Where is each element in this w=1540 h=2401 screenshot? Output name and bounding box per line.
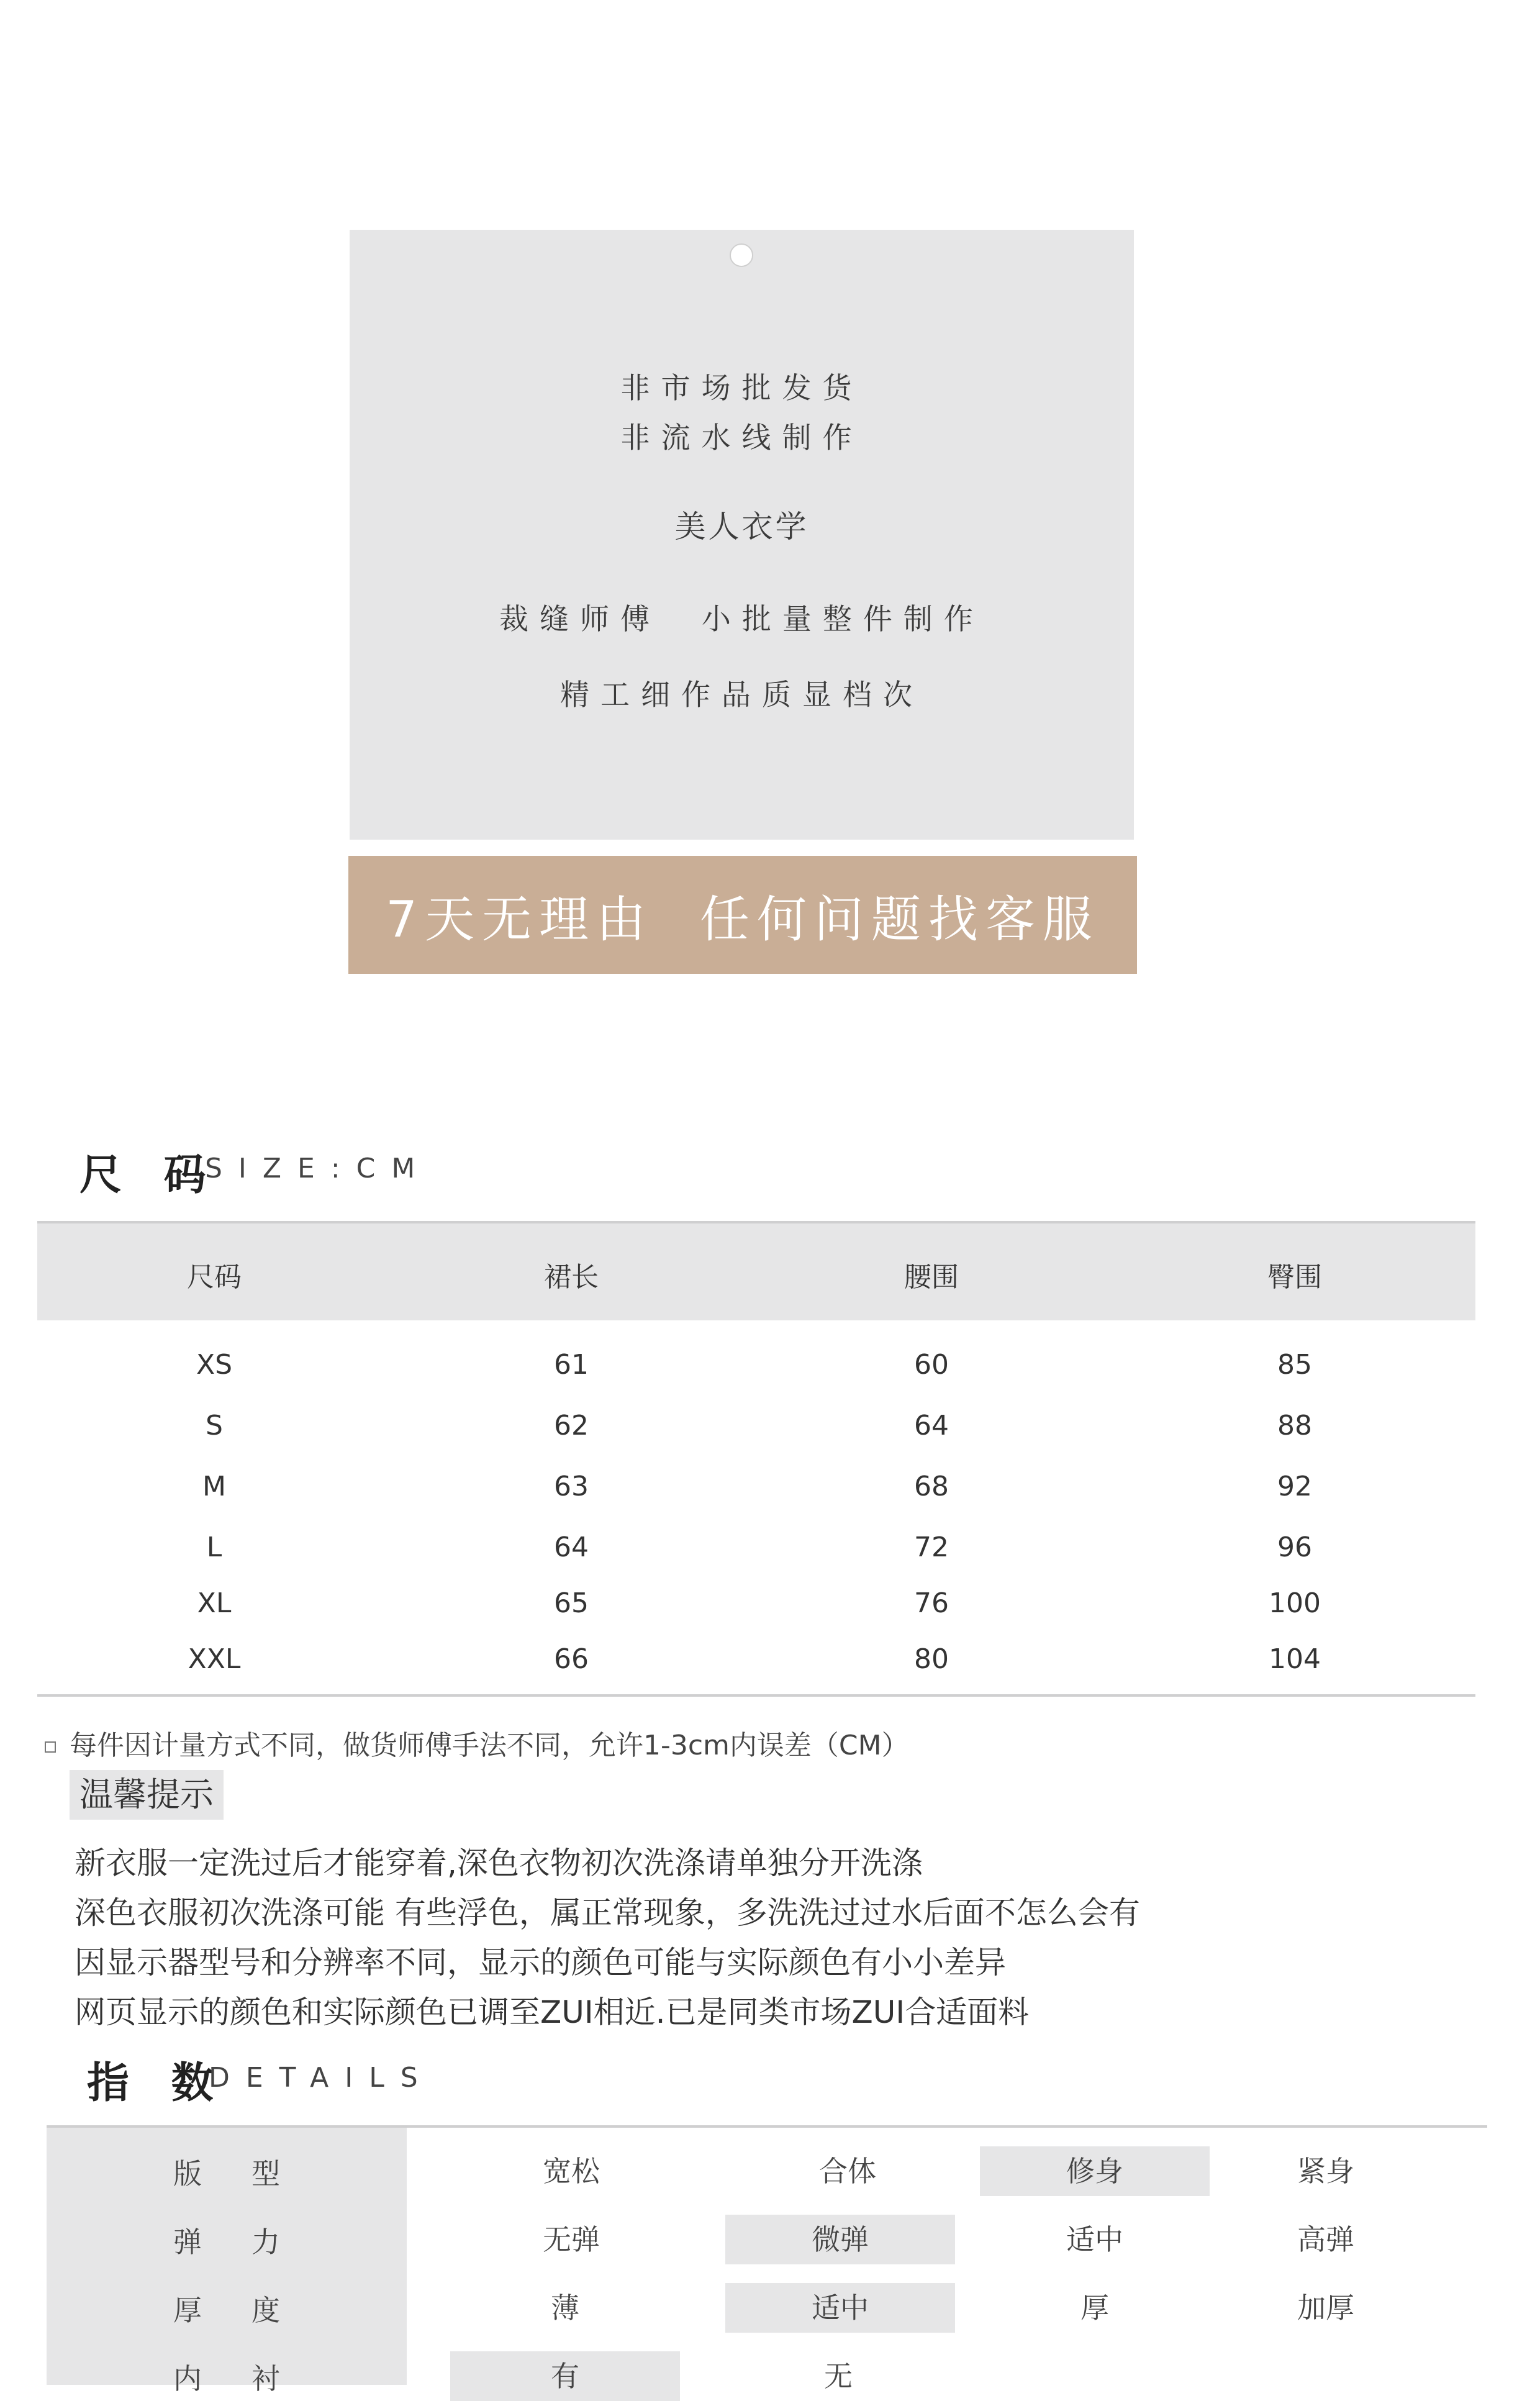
tip-line-4: 网页显示的颜色和实际颜色已调至ZUI相近.已是同类市场ZUI合适面料 (75, 1994, 1030, 2030)
service-banner: 7天无理由 任何问题找客服 (348, 856, 1137, 974)
size-cell: XS (196, 1349, 233, 1381)
length-cell: 66 (554, 1643, 589, 1675)
size-section-title: 尺 码 (79, 1151, 220, 1200)
measurement-note (45, 1723, 909, 1763)
header-size: 尺码 (187, 1261, 242, 1293)
tag-line-5: 精工细作品质显档次 (560, 678, 923, 712)
size-cell: L (206, 1532, 222, 1563)
size-section-subtitle: SIZE:CM (205, 1153, 432, 1184)
header-waist: 腰围 (904, 1261, 959, 1293)
waist-cell: 64 (914, 1410, 949, 1441)
waist-cell: 76 (914, 1587, 949, 1619)
tag-brand: 美人衣学 (674, 509, 809, 545)
option-extra-thick: 加厚 (1297, 2291, 1354, 2325)
option-high-stretch: 高弹 (1297, 2223, 1354, 2256)
size-cell: XL (197, 1587, 232, 1619)
size-cell: M (202, 1471, 226, 1502)
hip-cell: 92 (1277, 1471, 1312, 1502)
option-lined-selected: 有 (450, 2351, 680, 2401)
size-cell: S (206, 1410, 223, 1441)
tip-line-3: 因显示器型号和分辨率不同，显示的颜色可能与实际颜色有小小差异 (75, 1945, 1006, 1981)
hip-cell: 96 (1277, 1532, 1312, 1563)
table-row (37, 1462, 1475, 1512)
label-thickness: 厚度 (173, 2294, 330, 2327)
details-section-title: 指 数 (87, 2059, 227, 2108)
table-row (37, 1401, 1475, 1451)
tips-title: 温馨提示 (70, 1770, 224, 1820)
tip-line-1: 新衣服一定洗过后才能穿着,深色衣物初次洗涤请单独分开洗涤 (75, 1845, 923, 1881)
option-regular: 合体 (819, 2154, 876, 2188)
hip-cell: 85 (1277, 1349, 1312, 1381)
option-medium-stretch: 适中 (1066, 2223, 1123, 2256)
length-cell: 64 (554, 1532, 589, 1563)
length-cell: 61 (554, 1349, 589, 1381)
label-lining: 内衬 (173, 2362, 330, 2395)
tag-line-4: 裁缝师傅 小批量整件制作 (499, 602, 984, 637)
waist-cell: 72 (914, 1532, 949, 1563)
option-tight: 紧身 (1297, 2154, 1354, 2188)
length-cell: 65 (554, 1587, 589, 1619)
waist-cell: 80 (914, 1643, 949, 1675)
size-cell: XXL (188, 1643, 241, 1675)
length-cell: 63 (554, 1471, 589, 1502)
option-slight-stretch-selected: 微弹 (725, 2215, 955, 2264)
waist-cell: 68 (914, 1471, 949, 1502)
hip-cell: 88 (1277, 1410, 1312, 1441)
label-fit: 版型 (173, 2157, 330, 2190)
tip-line-2: 深色衣服初次洗涤可能 有些浮色，属正常现象，多洗洗过过水后面不怎么会有 (75, 1895, 1140, 1931)
tag-line-2: 非流水线制作 (620, 421, 863, 455)
header-skirt-length: 裙长 (544, 1261, 599, 1293)
measurement-note-text: 每件因计量方式不同，做货师傅手法不同，允许1-3cm内误差（CM） (70, 1730, 909, 1761)
option-no-stretch: 无弹 (543, 2223, 600, 2256)
tag-hole-icon (730, 243, 753, 267)
waist-cell: 60 (914, 1349, 949, 1381)
size-table-header (37, 1221, 1475, 1320)
option-thin: 薄 (551, 2291, 579, 2325)
header-hip: 臀围 (1267, 1261, 1322, 1293)
label-elasticity: 弹力 (173, 2225, 330, 2259)
table-divider (37, 1694, 1475, 1697)
option-unlined: 无 (824, 2359, 853, 2393)
square-bullet-icon (45, 1741, 56, 1753)
option-thick: 厚 (1080, 2291, 1109, 2325)
table-row (37, 1579, 1475, 1628)
details-label-column (47, 2128, 407, 2395)
table-row (37, 1523, 1475, 1573)
option-loose: 宽松 (543, 2154, 600, 2188)
table-row (37, 1635, 1475, 1684)
tag-line-1: 非市场批发货 (620, 371, 863, 406)
option-medium-thickness-selected: 适中 (725, 2283, 955, 2333)
hang-tag-card (350, 230, 1134, 840)
length-cell: 62 (554, 1410, 589, 1441)
hip-cell: 104 (1269, 1643, 1321, 1675)
hip-cell: 100 (1269, 1587, 1321, 1619)
details-section-subtitle: DETAILS (209, 2062, 434, 2094)
table-row (37, 1340, 1475, 1390)
option-slim-selected: 修身 (980, 2146, 1210, 2196)
